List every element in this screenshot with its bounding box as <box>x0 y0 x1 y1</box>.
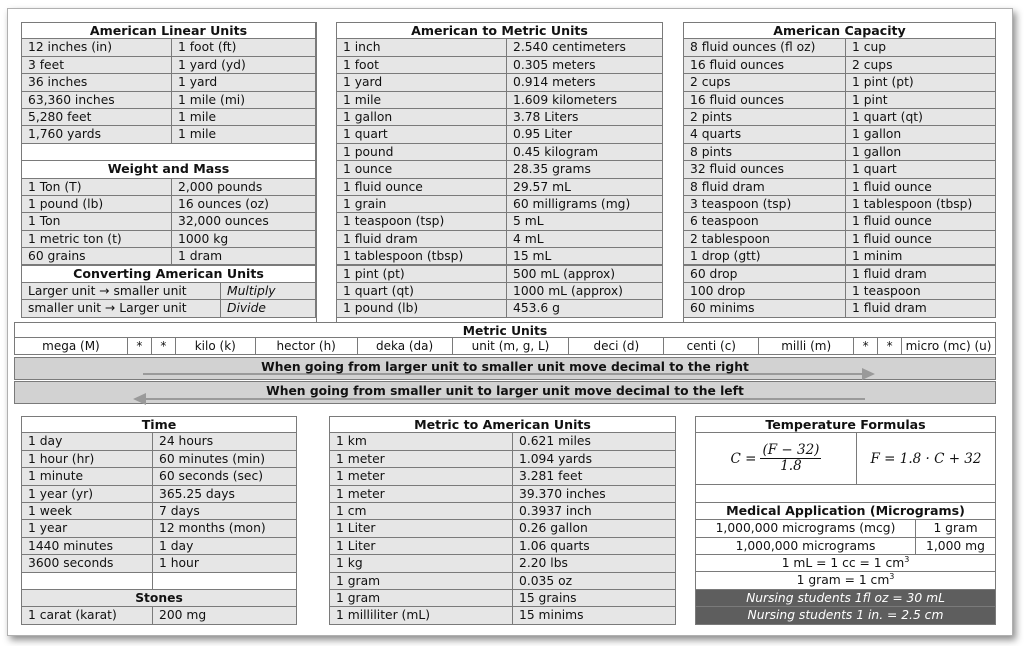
american-to-metric-table <box>337 22 663 318</box>
celsius-formula: C = $\frac{(F - 32)}{1.8}$ <box>696 433 857 485</box>
table-row: 1 gallon 3.78 Liters <box>337 109 663 126</box>
table-row: 1 year 12 months (mon) <box>21 520 297 537</box>
table-row: 1 quart (qt) 1000 mL (approx) <box>337 283 663 300</box>
metric-to-american-table <box>330 416 676 625</box>
table-row: 1 tablespoon (tbsp) 15 mL <box>337 248 663 265</box>
table-row: 16 fluid ounces 2 cups <box>684 57 996 74</box>
table-row: 1 drop (gtt) 1 minim <box>684 248 996 265</box>
table-row: 1 year (yr) 365.25 days <box>21 486 297 503</box>
temperature-title: Temperature Formulas <box>696 416 996 433</box>
table-row: 1 fluid dram 4 mL <box>337 231 663 248</box>
metric-prefix-row <box>14 338 996 355</box>
table-row: 100 drop 1 teaspoon <box>684 283 996 300</box>
temperature-medical-panel <box>696 416 996 625</box>
blank-cell <box>21 573 153 590</box>
table-row: 1 day 24 hours <box>21 433 297 450</box>
converting-title: Converting American Units <box>21 265 316 282</box>
blank-cell <box>21 144 316 161</box>
table-row: 32 fluid ounces 1 quart <box>684 161 996 178</box>
table-row: 1,000,000 micrograms 1,000 mg <box>696 538 996 555</box>
table-row: 1 hour (hr) 60 minutes (min) <box>21 451 297 468</box>
table-row: 3600 seconds 1 hour <box>21 555 297 572</box>
table-row: 63,360 inches 1 mile (mi) <box>21 92 316 109</box>
decimal-right-rule <box>14 357 996 380</box>
prefix-milli: milli (m) <box>759 338 854 354</box>
time-table <box>21 416 297 625</box>
decimal-left-rule <box>14 381 996 404</box>
decimal-left-text: When going from smaller unit to larger unit move decimal to the left <box>266 384 744 398</box>
metric-to-american-title: Metric to American Units <box>330 416 676 433</box>
table-row: 8 pints 1 gallon <box>684 144 996 161</box>
table-row: 1 kg 2.20 lbs <box>330 555 676 572</box>
table-row: 1 pound (lb) 16 ounces (oz) <box>21 196 316 213</box>
prefix-blank: * <box>128 338 152 354</box>
table-row: 1 week 7 days <box>21 503 297 520</box>
fahrenheit-formula: F = 1.8 · C + 32 <box>857 433 996 485</box>
prefix-blank: * <box>878 338 902 354</box>
table-row: smaller unit → Larger unit Divide <box>21 300 316 317</box>
table-row: 1 milliliter (mL) 15 minims <box>330 607 676 624</box>
american-capacity-table <box>684 22 996 318</box>
table-row: 8 fluid ounces (fl oz) 1 cup <box>684 39 996 56</box>
column-separator <box>297 416 330 625</box>
table-row: 1 Liter 1.06 quarts <box>330 538 676 555</box>
blank-cell <box>696 485 996 502</box>
table-row: 1 teaspoon (tsp) 5 mL <box>337 213 663 230</box>
nursing-note-inch: Nursing students 1 in. = 2.5 cm <box>696 607 996 624</box>
table-row: 2 pints 1 quart (qt) <box>684 109 996 126</box>
table-row: 1 inch 2.540 centimeters <box>337 39 663 56</box>
table-row: 1 km 0.621 miles <box>330 433 676 450</box>
table-row: 1 gram 15 grains <box>330 590 676 607</box>
table-row: 1 meter 1.094 yards <box>330 451 676 468</box>
prefix-unit: unit (m, g, L) <box>453 338 570 354</box>
table-row: 1,760 yards 1 mile <box>21 126 316 143</box>
nursing-note-floz: Nursing students 1fl oz = 30 mL <box>696 590 996 607</box>
prefix-mega: mega (M) <box>15 338 128 354</box>
table-row: 1 yard 0.914 meters <box>337 74 663 91</box>
table-row: 2 tablespoon 1 fluid ounce <box>684 231 996 248</box>
table-row: 1 pint (pt) 500 mL (approx) <box>337 265 663 282</box>
prefix-deka: deka (da) <box>358 338 453 354</box>
linear-units-table <box>21 22 316 318</box>
table-row: 60 grains 1 dram <box>21 248 316 265</box>
table-row: 1 gram 0.035 oz <box>330 573 676 590</box>
prefix-deci: deci (d) <box>569 338 664 354</box>
table-row: 1 cm 0.3937 inch <box>330 503 676 520</box>
table-row: 3 teaspoon (tsp) 1 tablespoon (tbsp) <box>684 196 996 213</box>
table-row: 1 ounce 28.35 grams <box>337 161 663 178</box>
table-row: 2 cups 1 pint (pt) <box>684 74 996 91</box>
table-row: 1,000,000 micrograms (mcg) 1 gram <box>696 520 996 537</box>
prefix-hector: hector (h) <box>256 338 358 354</box>
table-row: 1440 minutes 1 day <box>21 538 297 555</box>
table-row: 1 Ton (T) 2,000 pounds <box>21 179 316 196</box>
table-row: 1 metric ton (t) 1000 kg <box>21 231 316 248</box>
table-row: 4 quarts 1 gallon <box>684 126 996 143</box>
prefix-blank: * <box>854 338 878 354</box>
prefix-kilo: kilo (k) <box>176 338 256 354</box>
prefix-micro: micro (mc) (u) <box>902 338 996 354</box>
blank-cell <box>153 573 297 590</box>
table-row: 1 carat (karat) 200 mg <box>21 607 297 624</box>
time-title: Time <box>21 416 297 433</box>
table-row: 1 mile 1.609 kilometers <box>337 92 663 109</box>
table-row: 5,280 feet 1 mile <box>21 109 316 126</box>
table-row: 12 inches (in) 1 foot (ft) <box>21 39 316 56</box>
table-row: 1 foot 0.305 meters <box>337 57 663 74</box>
table-row: 16 fluid ounces 1 pint <box>684 92 996 109</box>
table-row: 60 minims 1 fluid dram <box>684 300 996 317</box>
table-row: 1 minute 60 seconds (sec) <box>21 468 297 485</box>
table-row: 8 fluid dram 1 fluid ounce <box>684 179 996 196</box>
table-row: 1 meter 3.281 feet <box>330 468 676 485</box>
medical-title: Medical Application (Micrograms) <box>696 503 996 520</box>
gram-cm-line: 1 gram = 1 $cm^3$ <box>696 572 996 589</box>
table-row: 1 pound (lb) 453.6 g <box>337 300 663 317</box>
table-row: 3 feet 1 yard (yd) <box>21 57 316 74</box>
stones-title: Stones <box>21 590 297 607</box>
table-row: 1 fluid ounce 29.57 mL <box>337 179 663 196</box>
table-row: Larger unit → smaller unit Multiply <box>21 283 316 300</box>
table-row: 60 drop 1 fluid dram <box>684 265 996 282</box>
table-row: 6 teaspoon 1 fluid ounce <box>684 213 996 230</box>
column-separator <box>316 22 337 322</box>
table-row: 1 pound 0.45 kilogram <box>337 144 663 161</box>
table-row: 1 Liter 0.26 gallon <box>330 520 676 537</box>
column-separator <box>663 22 684 322</box>
ml-cc-line: 1 mL = 1 cc = 1 $cm^3$ <box>696 555 996 572</box>
linear-units-title: American Linear Units <box>21 22 316 39</box>
column-separator <box>676 416 696 625</box>
table-row: 1 Ton 32,000 ounces <box>21 213 316 230</box>
american-capacity-title: American Capacity <box>684 22 996 39</box>
weight-mass-title: Weight and Mass <box>21 161 316 178</box>
table-row: 1 meter 39.370 inches <box>330 486 676 503</box>
prefix-blank: * <box>152 338 176 354</box>
table-row: 36 inches 1 yard <box>21 74 316 91</box>
table-row: 1 quart 0.95 Liter <box>337 126 663 143</box>
table-row: 1 grain 60 milligrams (mg) <box>337 196 663 213</box>
american-to-metric-title: American to Metric Units <box>337 22 663 39</box>
prefix-centi: centi (c) <box>664 338 759 354</box>
decimal-right-text: When going from larger unit to smaller unit move decimal to the right <box>261 360 749 374</box>
metric-units-title: Metric Units <box>14 322 996 338</box>
